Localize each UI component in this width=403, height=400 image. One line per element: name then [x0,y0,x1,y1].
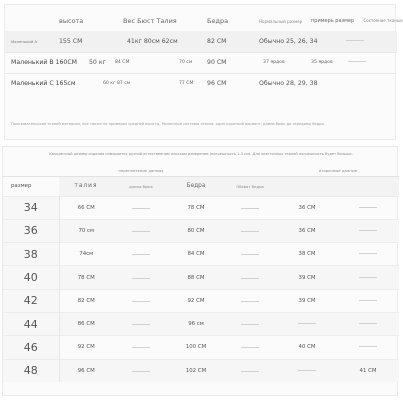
size-value: 48 [3,359,59,382]
hips-value: 100 СМ [169,336,223,359]
table-row [3,359,399,382]
row-b-usual: 37 ярдов [259,52,311,73]
leg-value [337,219,399,242]
extra-value: 36 СМ [277,219,337,242]
row-b-hips: 90 СМ [207,52,259,73]
empty-dash [359,346,377,347]
column-header-row [3,176,399,196]
top-footnote: Пользовательские тканей материал, все также на примерах средней высоты, Различные системы сезона; один короткий вариант, длина брюк до середины бедра. [11,122,325,126]
empty-dash [241,301,259,302]
size-value: 40 [3,266,59,289]
length-value [113,196,169,219]
col-hips: Бедра [169,176,223,196]
row-a-weight-bust-waist: 41кг 80см 62см [115,31,207,52]
size-value: 42 [3,289,59,312]
empty-dash [241,231,259,232]
leg-value: 41 СМ [337,359,399,382]
col-extra [277,176,337,196]
top-header-row [5,11,397,31]
leg-value [337,243,399,266]
hips-value: 84 СМ [169,243,223,266]
table-row [3,266,399,289]
hips-value: 80 СМ [169,219,223,242]
empty-dash [132,324,150,325]
row-c-waist: 77 СМ [179,73,207,94]
group-secondary: вторичные данные [277,166,399,176]
waist-value: 66 СМ [59,196,113,219]
hips-value: 96 см [169,312,223,335]
header-usual-size: Нормальный размер [259,18,303,24]
extra-value [277,312,337,335]
leg-value [337,289,399,312]
row-a-hips: 82 СМ [207,31,259,52]
length-value [113,266,169,289]
size-chart-card [2,146,398,396]
thigh-value [223,359,277,382]
empty-dash [241,208,259,209]
size-value: 46 [3,336,59,359]
hips-value: 88 СМ [169,266,223,289]
row-c-hips: 96 СМ [207,73,259,94]
empty-dash [132,231,150,232]
thigh-value [223,196,277,219]
thigh-value [223,243,277,266]
row-b-name: Маленький В 160СМ [5,52,89,73]
length-value [113,336,169,359]
size-chart-note: Конкретный размер изделия измеряется ручной естественном плоском измерении (погрешность 1-3 см). Для эластичных тканей погрешность будет больше. [49,152,353,156]
empty-dash [298,323,316,324]
waist-value: 78 СМ [59,266,113,289]
empty-dash [241,278,259,279]
row-a-state-dash [346,40,364,41]
hips-value: 92 СМ [169,289,223,312]
top-row-a [5,31,397,52]
empty-dash [132,301,150,302]
leg-value [337,312,399,335]
body-measurement-card [4,4,403,140]
row-b-waist: 70 см [179,52,207,73]
row-a-height: 155 СМ [59,31,89,52]
length-value [113,359,169,382]
empty-dash [241,371,259,372]
row-a-name: Маленький А [5,31,59,52]
empty-dash [241,347,259,348]
empty-dash [241,254,259,255]
header-fabric-state: Состояние тканью [363,18,403,23]
empty-dash [132,371,150,372]
length-value [113,289,169,312]
empty-dash [298,370,316,371]
thigh-value [223,266,277,289]
empty-dash [132,254,150,255]
hips-value: 102 СМ [169,359,223,382]
group-primary: переплетение данных [59,166,223,176]
waist-value: 96 СМ [59,359,113,382]
table-row [3,219,399,242]
empty-dash [132,347,150,348]
top-row-c [5,73,397,94]
empty-dash [359,277,377,278]
table-row [3,289,399,312]
empty-dash [359,300,377,301]
col-thigh: Обхват бедра [223,176,277,196]
empty-dash [241,324,259,325]
length-value [113,243,169,266]
header-weight-bust-waist: Вес Бюст Талия [123,17,177,25]
waist-value: 70 см [59,219,113,242]
empty-dash [132,278,150,279]
empty-dash [132,208,150,209]
row-b-try: 35 ярдов [311,60,333,65]
size-value: 44 [3,312,59,335]
extra-value [277,359,337,382]
row-c-name: Маленький С 165см [5,73,89,94]
table-row [3,336,399,359]
empty-dash [359,323,377,324]
leg-value [337,266,399,289]
size-rows [3,196,399,382]
empty-dash [359,230,377,231]
header-height: высота [59,17,84,25]
table-row [3,196,399,219]
size-chart-table [3,166,399,382]
extra-value: 38 СМ [277,243,337,266]
header-try-size: примерь размер [311,18,355,24]
extra-value: 39 СМ [277,289,337,312]
thigh-value [223,312,277,335]
col-waist: талия [59,176,113,196]
row-b-bust: 84 СМ [115,52,145,73]
row-b-state-dash [348,61,366,62]
leg-value [337,336,399,359]
size-value: 38 [3,243,59,266]
empty-dash [359,207,377,208]
waist-value: 86 СМ [59,312,113,335]
col-leg [337,176,399,196]
group-header-row [3,166,399,176]
leg-value [337,196,399,219]
row-c-weight-bust: 60 кг 87 см [89,73,145,94]
row-a-usual: Обычно 25, 26, 34 [259,37,318,45]
hips-value: 78 СМ [169,196,223,219]
body-measurement-table [5,11,403,94]
length-value [113,312,169,335]
thigh-value [223,289,277,312]
extra-value: 36 СМ [277,196,337,219]
empty-dash [359,253,377,254]
row-c-usual: Обычно 28, 29, 38 [259,80,318,88]
row-b-weight: 50 кг [89,52,115,73]
table-row [3,243,399,266]
thigh-value [223,219,277,242]
extra-value: 40 СМ [277,336,337,359]
thigh-value [223,336,277,359]
header-hips: Бедра [207,17,229,25]
waist-value: 82 СМ [59,289,113,312]
extra-value: 39 СМ [277,266,337,289]
size-value: 34 [3,196,59,219]
waist-value: 74см [59,243,113,266]
waist-value: 92 СМ [59,336,113,359]
length-value [113,219,169,242]
col-size: размер [3,176,59,196]
top-row-b [5,52,397,73]
table-row [3,312,399,335]
size-value: 36 [3,219,59,242]
col-length: длина брюк [113,176,169,196]
